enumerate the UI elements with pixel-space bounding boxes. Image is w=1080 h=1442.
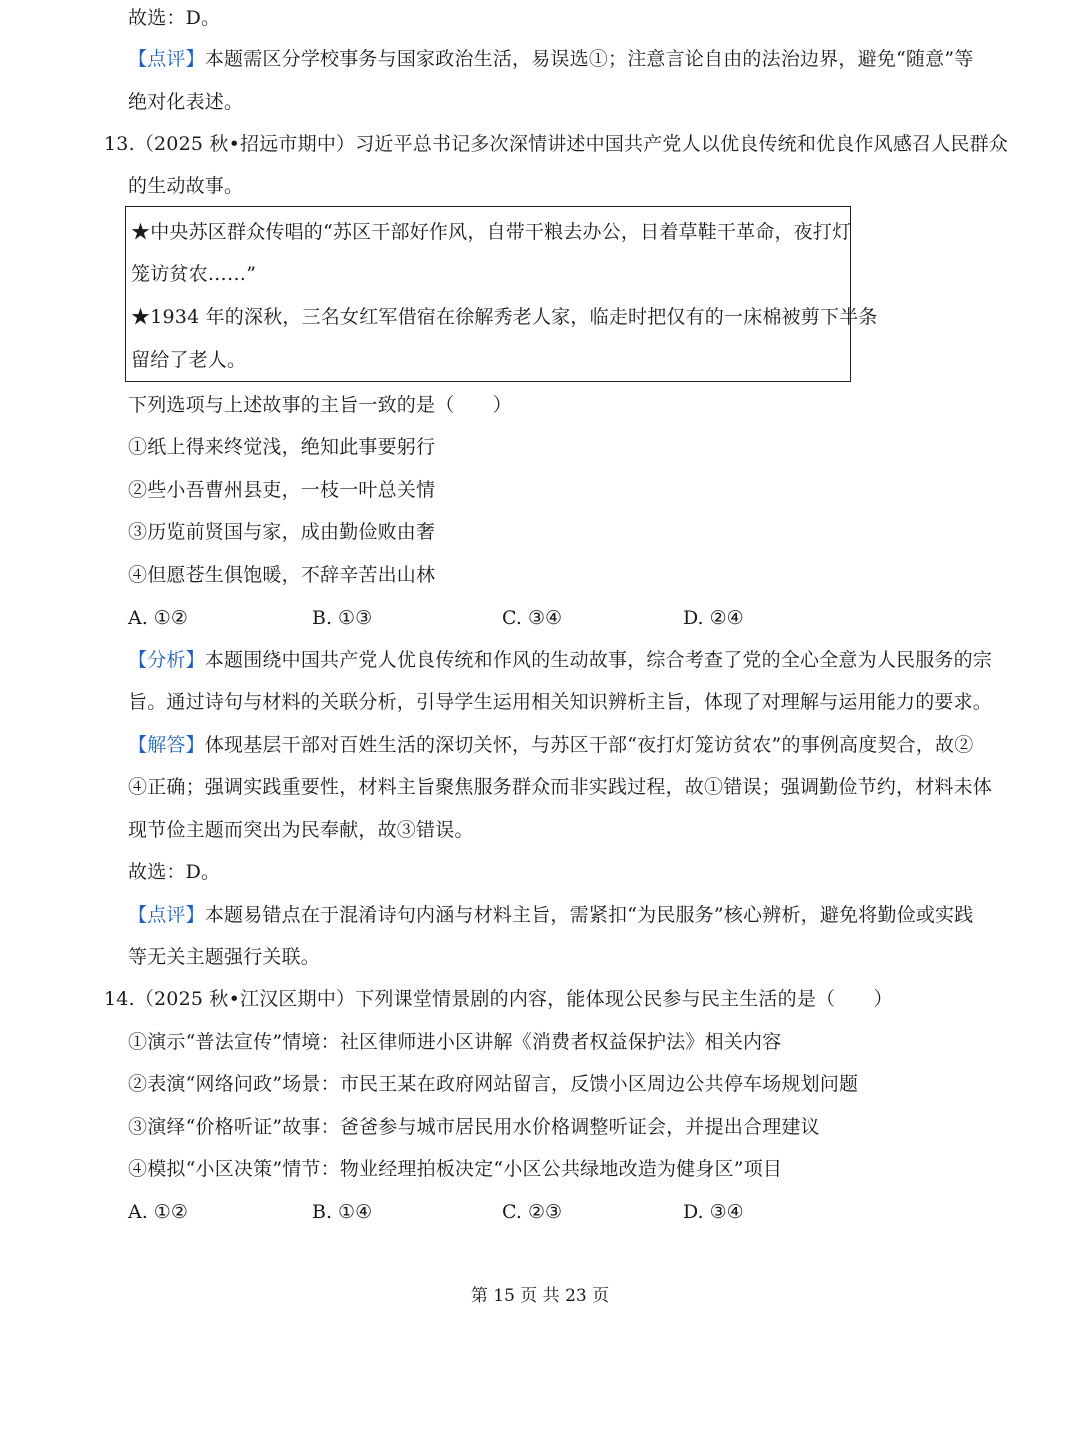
- q13-comment-tag: 【点评】: [128, 904, 205, 926]
- q13-option-a: A. ①②: [128, 607, 188, 629]
- q13-option-b: B. ①③: [312, 607, 373, 629]
- q13-comment-line-2: 等无关主题强行关联。: [128, 946, 321, 968]
- q13-question: 下列选项与上述故事的主旨一致的是（ ）: [128, 394, 513, 416]
- q13-comment-line-1: 【点评】本题易错点在于混淆诗句内涵与材料主旨，需紧扣“为民服务”核心辨析，避免将勤俭或实践: [128, 904, 974, 926]
- q13-stem-line-1: 13.（2025 秋•招远市期中）习近平总书记多次深情讲述中国共产党人以优良传统和优良作风感召人民群众: [104, 133, 1009, 155]
- q13-box-line-4: 留给了老人。: [131, 349, 247, 371]
- q13-option-c: C. ③④: [502, 607, 563, 629]
- q14-option-d: D. ③④: [683, 1201, 744, 1223]
- q14-option-a: A. ①②: [128, 1201, 188, 1223]
- q13-analysis-line-2: 旨。通过诗句与材料的关联分析，引导学生运用相关知识辨析主旨，体现了对理解与运用能力的要求。: [128, 691, 993, 713]
- q14-statement-1: ①演示“普法宣传”情境：社区律师进小区讲解《消费者权益保护法》相关内容: [128, 1031, 782, 1053]
- q13-answer: 故选：D。: [128, 861, 221, 883]
- prev-comment-tag: 【点评】: [128, 48, 205, 70]
- q13-solution-line-3: 现节俭主题而突出为民奉献，故③错误。: [128, 819, 474, 841]
- q13-analysis-tag: 【分析】: [128, 649, 205, 671]
- q13-analysis-line-1: 【分析】本题围绕中国共产党人优良传统和作风的生动故事，综合考查了党的全心全意为人民服务的宗: [128, 649, 993, 671]
- q13-box-line-2: 笼访贫农……”: [131, 263, 257, 285]
- q13-solution-line-1: 【解答】体现基层干部对百姓生活的深切关怀，与苏区干部“夜打灯笼访贫农”的事例高度契合，故②: [128, 734, 974, 756]
- q13-solution-line-2: ④正确；强调实践重要性，材料主旨聚焦服务群众而非实践过程，故①错误；强调勤俭节约，材料未体: [128, 776, 993, 798]
- q13-box-line-1: ★中央苏区群众传唱的“苏区干部好作风，自带干粮去办公，日着草鞋干革命，夜打灯: [131, 221, 852, 243]
- q14-statement-3: ③演绎“价格听证”故事：爸爸参与城市居民用水价格调整听证会，并提出合理建议: [128, 1116, 820, 1138]
- q14-option-b: B. ①④: [312, 1201, 373, 1223]
- q13-statement-3: ③历览前贤国与家，成由勤俭败由奢: [128, 521, 436, 543]
- q13-option-d: D. ②④: [683, 607, 744, 629]
- q13-statement-2: ②些小吾曹州县吏，一枝一叶总关情: [128, 479, 436, 501]
- q13-box-line-3: ★1934 年的深秋，三名女红军借宿在徐解秀老人家，临走时把仅有的一床棉被剪下半条: [131, 306, 878, 328]
- q14-statement-2: ②表演“网络问政”场景：市民王某在政府网站留言，反馈小区周边公共停车场规划问题: [128, 1073, 859, 1095]
- q14-stem: 14.（2025 秋•江汉区期中）下列课堂情景剧的内容，能体现公民参与民主生活的是（ ）: [104, 988, 893, 1010]
- q13-solution-tag: 【解答】: [128, 734, 205, 756]
- q14-option-c: C. ②③: [502, 1201, 563, 1223]
- q13-statement-4: ④但愿苍生俱饱暖，不辞辛苦出山林: [128, 564, 436, 586]
- prev-comment-line-1: 【点评】本题需区分学校事务与国家政治生活，易误选①；注意言论自由的法治边界，避免“随意”等: [128, 48, 974, 70]
- q13-stem-line-2: 的生动故事。: [128, 175, 244, 197]
- q14-statement-4: ④模拟“小区决策”情节：物业经理拍板决定“小区公共绿地改造为健身区”项目: [128, 1158, 783, 1180]
- prev-comment-line-2: 绝对化表述。: [128, 91, 244, 113]
- page-footer: 第 15 页 共 23 页: [470, 1286, 610, 1306]
- q13-statement-1: ①纸上得来终觉浅，绝知此事要躬行: [128, 436, 436, 458]
- prev-answer: 故选：D。: [128, 7, 221, 29]
